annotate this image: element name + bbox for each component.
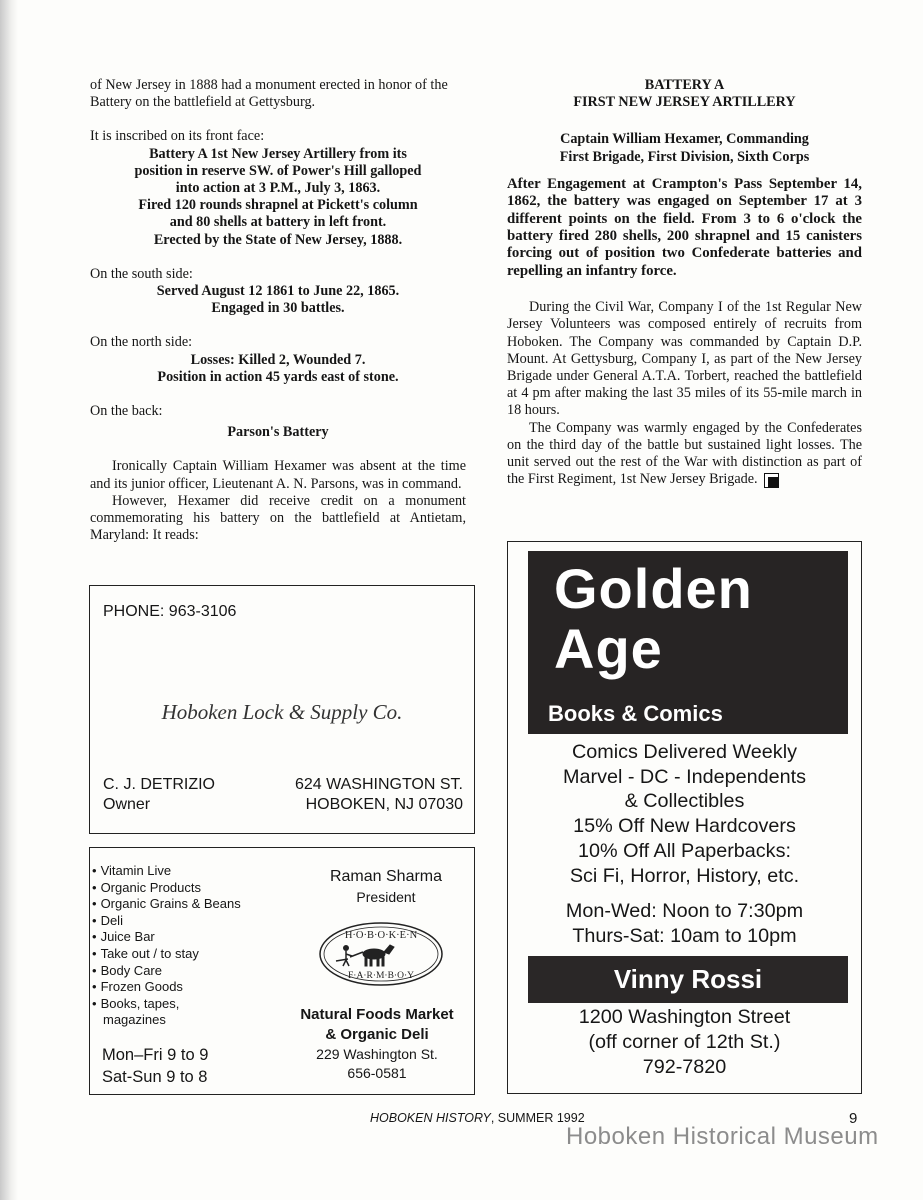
list-item-continued: magazines bbox=[103, 1012, 166, 1028]
market-name: Natural Foods Market bbox=[300, 1006, 454, 1023]
page-number: 9 bbox=[849, 1110, 858, 1127]
address-line: 1200 Washington Street bbox=[578, 1006, 791, 1028]
binder-shadow bbox=[0, 0, 18, 1200]
golden-title-2: Age bbox=[554, 617, 663, 680]
golden-hours bbox=[508, 899, 861, 949]
promo-line: Sci Fi, Horror, History, etc. bbox=[569, 864, 800, 887]
list-item: • Organic Grains & Beans bbox=[92, 896, 241, 913]
farm-market bbox=[277, 1005, 477, 1045]
lock-city: HOBOKEN, NJ 07030 bbox=[305, 796, 463, 813]
owner-name: C. J. DETRIZIO bbox=[103, 776, 215, 793]
publication-name: HOBOKEN HISTORY bbox=[370, 1111, 491, 1125]
promo-line: Marvel - DC - Independents bbox=[563, 765, 806, 788]
ad-golden-age bbox=[507, 541, 862, 1094]
inscription-line: Losses: Killed 2, Wounded 7. bbox=[190, 351, 366, 368]
logo-top-text: H·O·B·O·K·E·N bbox=[344, 930, 418, 941]
paragraph-company bbox=[507, 420, 862, 489]
list-item: • Organic Products bbox=[92, 880, 241, 897]
inscription-line: Engaged in 30 battles. bbox=[211, 300, 345, 317]
north-label: On the north side: bbox=[90, 334, 193, 351]
golden-subtitle: Books & Comics bbox=[548, 701, 723, 726]
brigade-line: First Brigade, First Division, Sixth Corps bbox=[559, 148, 810, 165]
golden-age-banner bbox=[528, 551, 848, 734]
list-item: • Juice Bar bbox=[92, 929, 241, 946]
list-item-text: Books, tapes, bbox=[100, 995, 180, 1011]
market-name-2: & Organic Deli bbox=[325, 1026, 429, 1043]
inscription-line: Served August 12 1861 to June 22, 1865. bbox=[156, 283, 400, 300]
back-inscription: Parson's Battery bbox=[227, 424, 329, 441]
front-inscription bbox=[90, 146, 466, 249]
farm-contact bbox=[297, 867, 475, 907]
lock-owner bbox=[103, 775, 215, 815]
golden-address bbox=[508, 1005, 861, 1080]
inscription-line: Fired 120 rounds shrapnel at Pickett's column bbox=[138, 197, 418, 214]
horse-plow-icon bbox=[336, 945, 394, 966]
promo-line: 10% Off All Paperbacks: bbox=[578, 839, 791, 862]
contact-title: President bbox=[356, 889, 416, 905]
hours-weekend: Sat-Sun 9 to 8 bbox=[102, 1068, 208, 1086]
lock-street: 624 WASHINGTON ST. bbox=[294, 776, 463, 793]
north-inscription bbox=[90, 352, 466, 386]
inscription-line: into action at 3 P.M., July 3, 1863. bbox=[175, 180, 381, 197]
watermark: Hoboken Historical Museum bbox=[566, 1123, 879, 1150]
farm-street: 229 Washington St. bbox=[316, 1046, 438, 1062]
end-of-article-icon bbox=[764, 473, 779, 488]
hours-line: Mon-Wed: Noon to 7:30pm bbox=[565, 900, 804, 922]
lock-phone: PHONE: 963-3106 bbox=[103, 603, 237, 620]
list-item: • Vitamin Live bbox=[92, 863, 241, 880]
list-item: • Take out / to stay bbox=[92, 946, 241, 963]
commander-line: Captain William Hexamer, Commanding bbox=[560, 131, 809, 148]
paragraph-however: However, Hexamer did receive credit on a monument commemorating his battery on the battlefield at Antietam, Maryland: It reads: bbox=[90, 492, 466, 544]
inscription-line: position in reserve SW. of Power's Hill galloped bbox=[134, 162, 422, 179]
hours-line: Thurs-Sat: 10am to 10pm bbox=[572, 925, 797, 947]
logo-bottom-text: F·A·R·M·B·O·Y bbox=[348, 971, 414, 981]
inscription-line: and 80 shells at battery in left front. bbox=[169, 214, 387, 231]
ad-farmboy bbox=[89, 847, 475, 1095]
paragraph-ironically: Ironically Captain William Hexamer was absent at the time and its junior officer, Lieutenant A. N. Parsons, was in command. bbox=[90, 458, 466, 492]
lock-company-name: Hoboken Lock & Supply Co. bbox=[161, 700, 403, 724]
address-line: 792-7820 bbox=[642, 1056, 727, 1078]
list-item: • Frozen Goods bbox=[92, 979, 241, 996]
right-column bbox=[507, 77, 862, 488]
hours-weekday: Mon–Fri 9 to 9 bbox=[102, 1046, 209, 1064]
article-heading: BATTERY A bbox=[644, 77, 725, 93]
left-column bbox=[90, 77, 466, 544]
list-item: • Deli bbox=[92, 913, 241, 930]
paragraph-civil-war: During the Civil War, Company I of the 1st Regular New Jersey Volunteers was composed entirely of recruits from Hoboken. The Company was commanded by Captain D.P. Mount. At Gettysburg, Company I, as part of the New Jersey Brigade under General A.T.A. Torbert, reached the battlefield at 4 pm after making the last 35 miles of its 55-mile march in 18 hours. bbox=[507, 299, 862, 419]
lock-address bbox=[295, 775, 463, 815]
owner-title: Owner bbox=[103, 796, 151, 813]
publication-issue: , SUMMER 1992 bbox=[490, 1111, 585, 1125]
ad-hoboken-lock bbox=[89, 585, 475, 834]
list-item: • Body Care bbox=[92, 963, 241, 980]
inscription-line: Erected by the State of New Jersey, 1888. bbox=[153, 231, 403, 248]
address-line: (off corner of 12th St.) bbox=[588, 1031, 781, 1053]
antietam-inscription: After Engagement at Crampton's Pass September 14, 1862, the battery was engaged on September 17 at 3 different points on the field. From 3 to 6 o'clock the battery fired 280 shells, 200 shrapnel and 15 canisters forcing out of position two Confederate batteries and repelling an infantry force. bbox=[507, 175, 862, 279]
inscription-line: Battery A 1st New Jersey Artillery from its bbox=[149, 145, 407, 162]
promo-line: Comics Delivered Weekly bbox=[572, 741, 797, 763]
article-subheading: FIRST NEW JERSEY ARTILLERY bbox=[573, 94, 796, 111]
farmboy-logo bbox=[318, 921, 444, 987]
page-footer bbox=[370, 1111, 585, 1125]
list-item bbox=[92, 996, 241, 1029]
promo-line: 15% Off New Hardcovers bbox=[573, 815, 796, 838]
south-inscription bbox=[90, 283, 466, 317]
golden-promo bbox=[508, 740, 861, 888]
golden-owner-banner: Vinny Rossi bbox=[528, 956, 848, 1003]
promo-line: & Collectibles bbox=[624, 790, 745, 813]
farm-phone: 656-0581 bbox=[347, 1065, 407, 1081]
farm-address bbox=[277, 1045, 477, 1083]
farm-product-list bbox=[92, 863, 241, 1029]
farm-hours bbox=[102, 1044, 208, 1088]
golden-title-1: Golden bbox=[554, 557, 753, 620]
front-label: It is inscribed on its front face: bbox=[90, 128, 265, 145]
south-label: On the south side: bbox=[90, 265, 193, 282]
contact-name: Raman Sharma bbox=[329, 868, 443, 885]
paragraph-monument: of New Jersey in 1888 had a monument erected in honor of the Battery on the battlefield at Gettysburg. bbox=[90, 77, 448, 111]
paragraph-company-text: The Company was warmly engaged by the Confederates on the third day of the battle but sustained light losses. The unit served out the rest of the War with distinction as part of the First Regiment, 1st New Jersey Brigade. bbox=[507, 419, 862, 488]
back-label: On the back: bbox=[90, 403, 163, 420]
inscription-line: Position in action 45 yards east of stone. bbox=[157, 368, 399, 385]
